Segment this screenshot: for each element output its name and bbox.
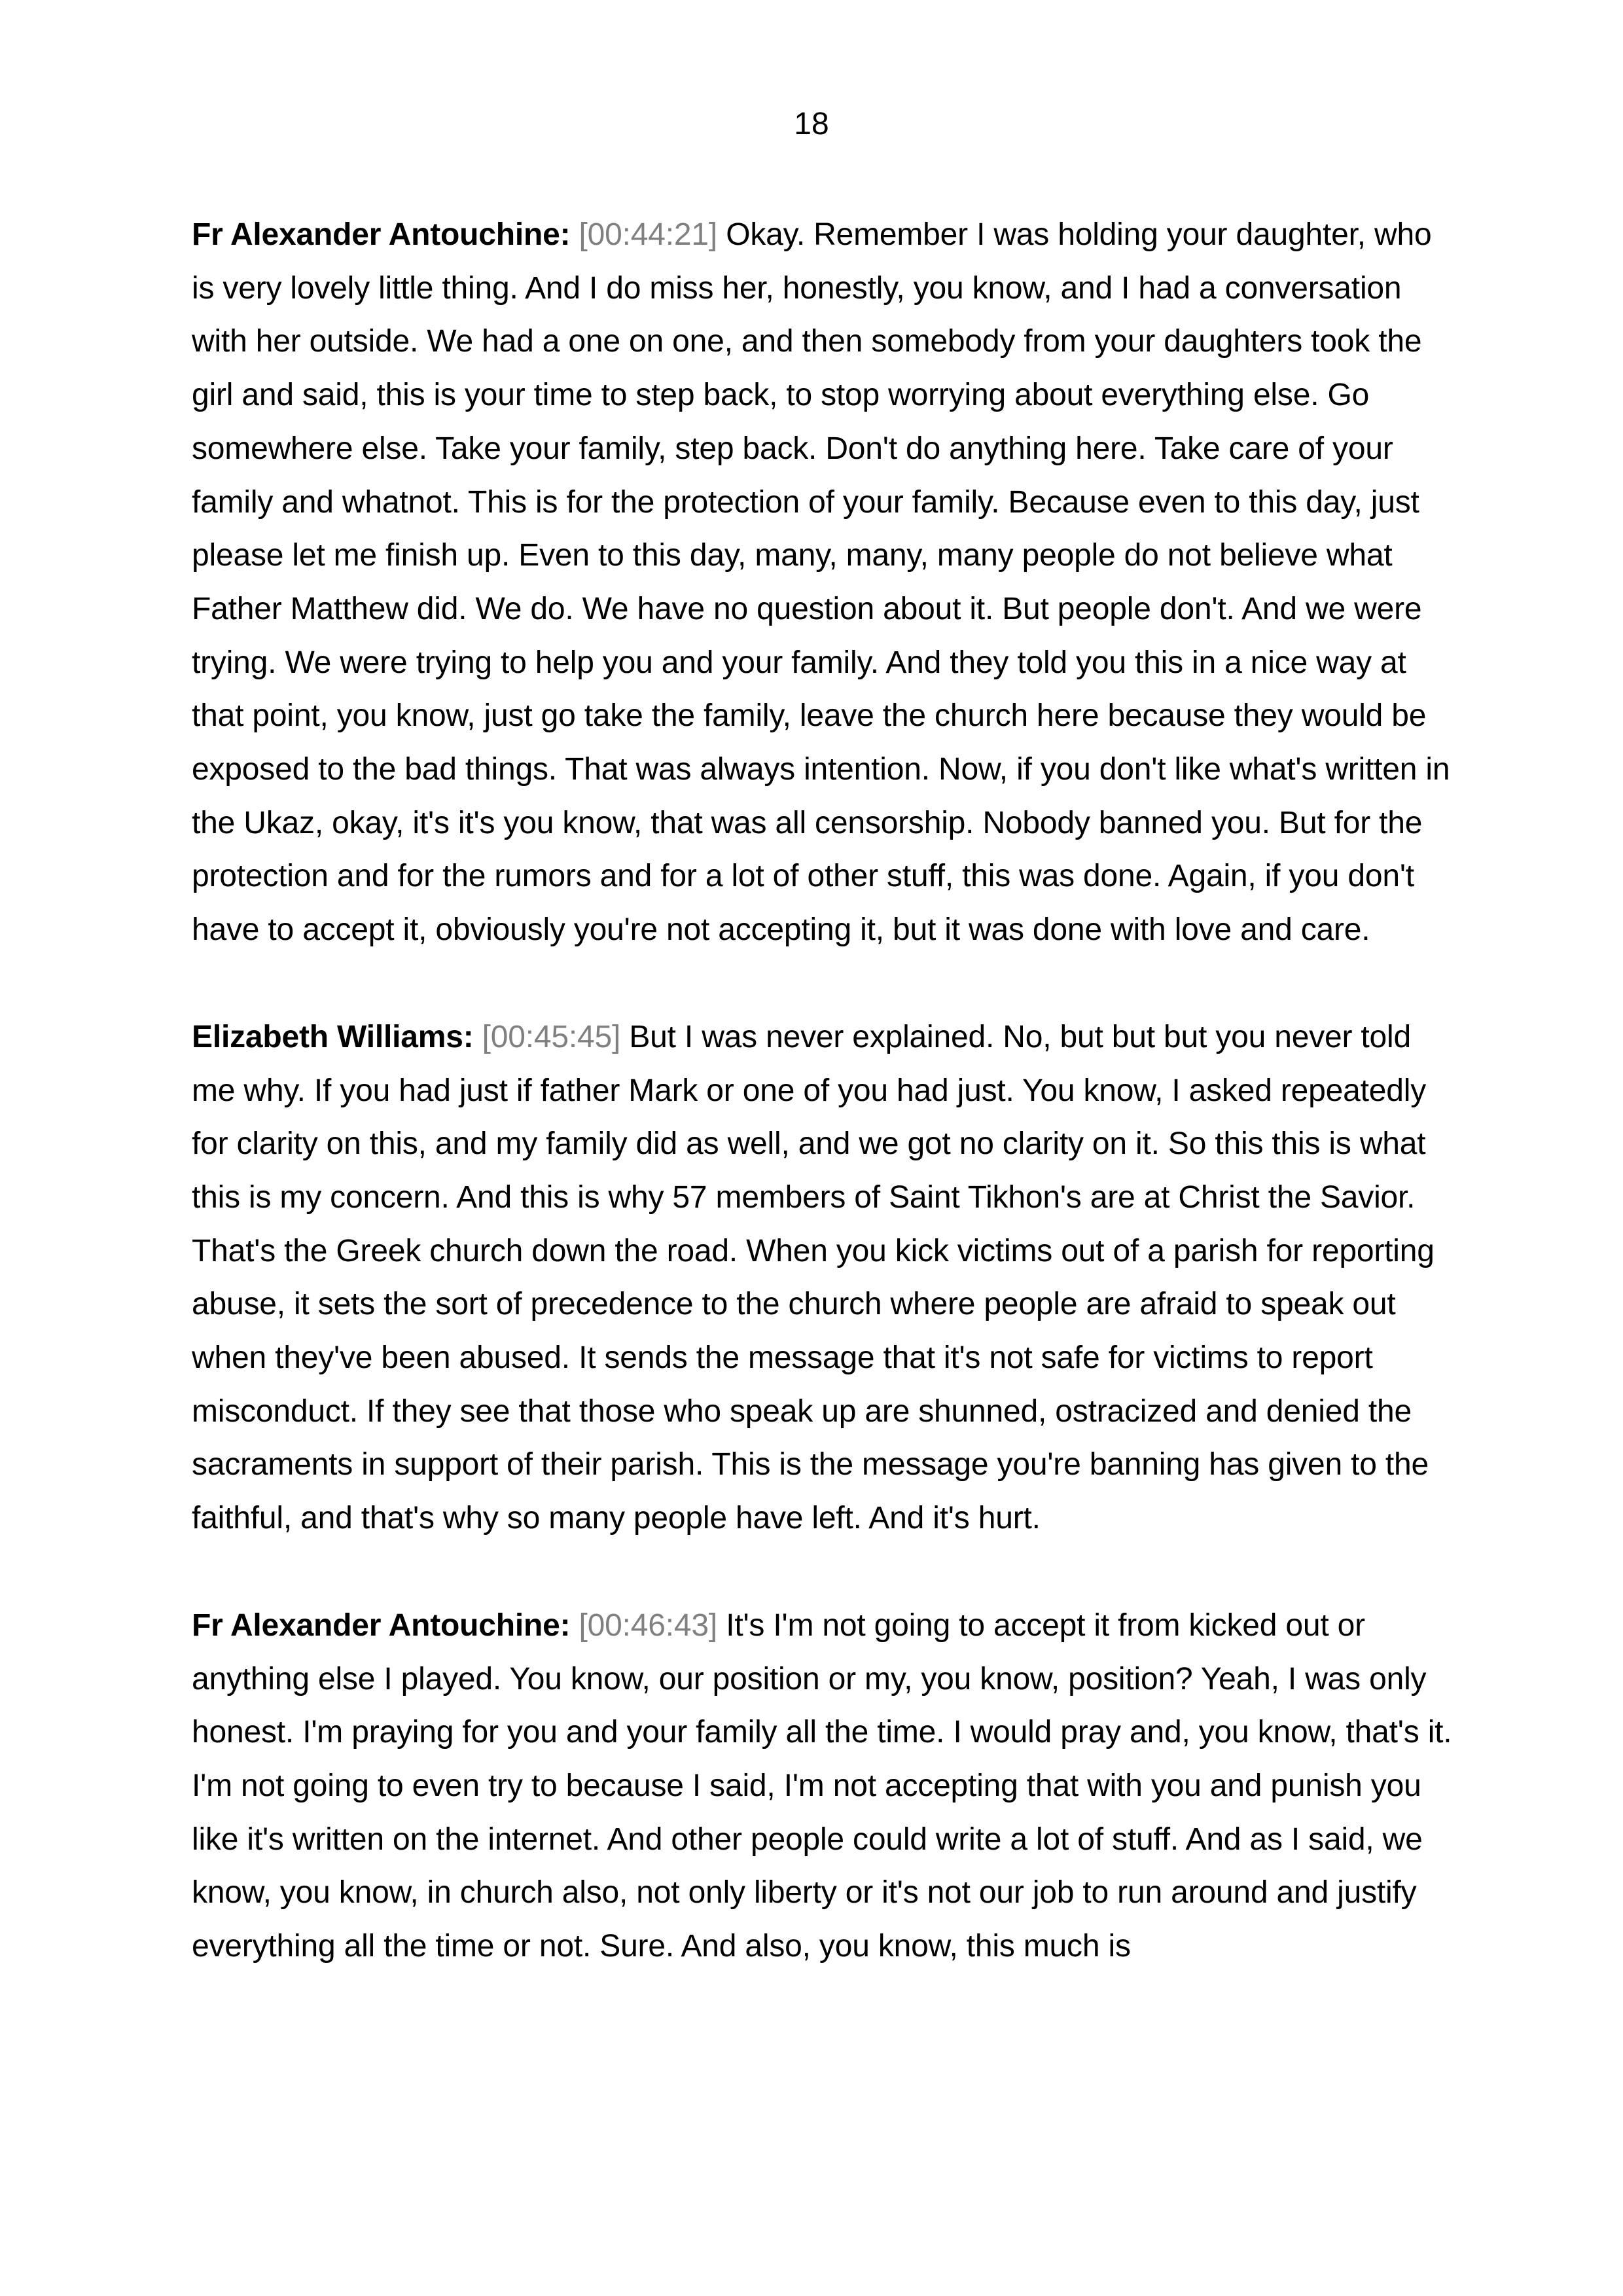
speaker-name: Fr Alexander Antouchine:	[192, 1607, 571, 1643]
transcript-turn	[192, 208, 1455, 957]
turn-text: It's I'm not going to accept it from kicked out or anything else I played. You know, our position or my, you know, position? Yeah, I was only honest. I'm praying for you and your family all the time. I would pray and, you know, that's it. I'm not going to even try to because I said, I'm not accepting that with you and punish you like it's written on the internet. And other people could write a lot of stuff. And as I said, we know, you know, in church also, not only liberty or it's not our job to run around and justify everything all the time or not. Sure. And also, you know, this much is	[192, 1607, 1452, 1964]
timestamp: [00:45:45]	[482, 1019, 621, 1054]
speaker-name: Elizabeth Williams:	[192, 1019, 474, 1054]
page-number: 18	[794, 107, 829, 141]
speaker-name: Fr Alexander Antouchine:	[192, 217, 571, 252]
transcript-turn	[192, 1011, 1455, 1545]
timestamp: [00:46:43]	[579, 1607, 718, 1643]
turn-text: But I was never explained. No, but but but you never told me why. If you had just if father Mark or one of you had just. You know, I asked repeatedly for clarity on this, and my family did as well, and we got no clarity on it. So this this is what this is my concern. And this is why 57 members of Saint Tikhon's are at Christ the Savior. That's the Greek church down the road. When you kick victims out of a parish for reporting abuse, it sets the sort of precedence to the church where people are afraid to speak out when they've been abused. It sends the message that it's not safe for victims to report misconduct. If they see that those who speak up are shunned, ostracized and denied the sacraments in support of their parish. This is the message you're banning has given to the faithful, and that's why so many people have left. And it's hurt.	[192, 1019, 1435, 1536]
timestamp: [00:44:21]	[579, 217, 718, 252]
transcript-turn	[192, 1599, 1455, 1973]
turn-text: Okay. Remember I was holding your daughter, who is very lovely little thing. And I do miss her, honestly, you know, and I had a conversation with her outside. We had a one on one, and then somebody from your daughters took the girl and said, this is your time to step back, to stop worrying about everything else. Go somewhere else. Take your family, step back. Don't do anything here. Take care of your family and whatnot. This is for the protection of your family. Because even to this day, just please let me finish up. Even to this day, many, many, many people do not believe what Father Matthew did. We do. We have no question about it. But people don't. And we were trying. We were trying to help you and your family. And they told you this in a nice way at that point, you know, just go take the family, leave the church here because they would be exposed to the bad things. That was always intention. Now, if you don't like what's written in the Ukaz, okay, it's it's you know, that was all censorship. Nobody banned you. But for the protection and for the rumors and for a lot of other stuff, this was done. Again, if you don't have to accept it, obviously you're not accepting it, but it was done with love and care.	[192, 217, 1450, 948]
transcript-body	[192, 208, 1455, 2027]
